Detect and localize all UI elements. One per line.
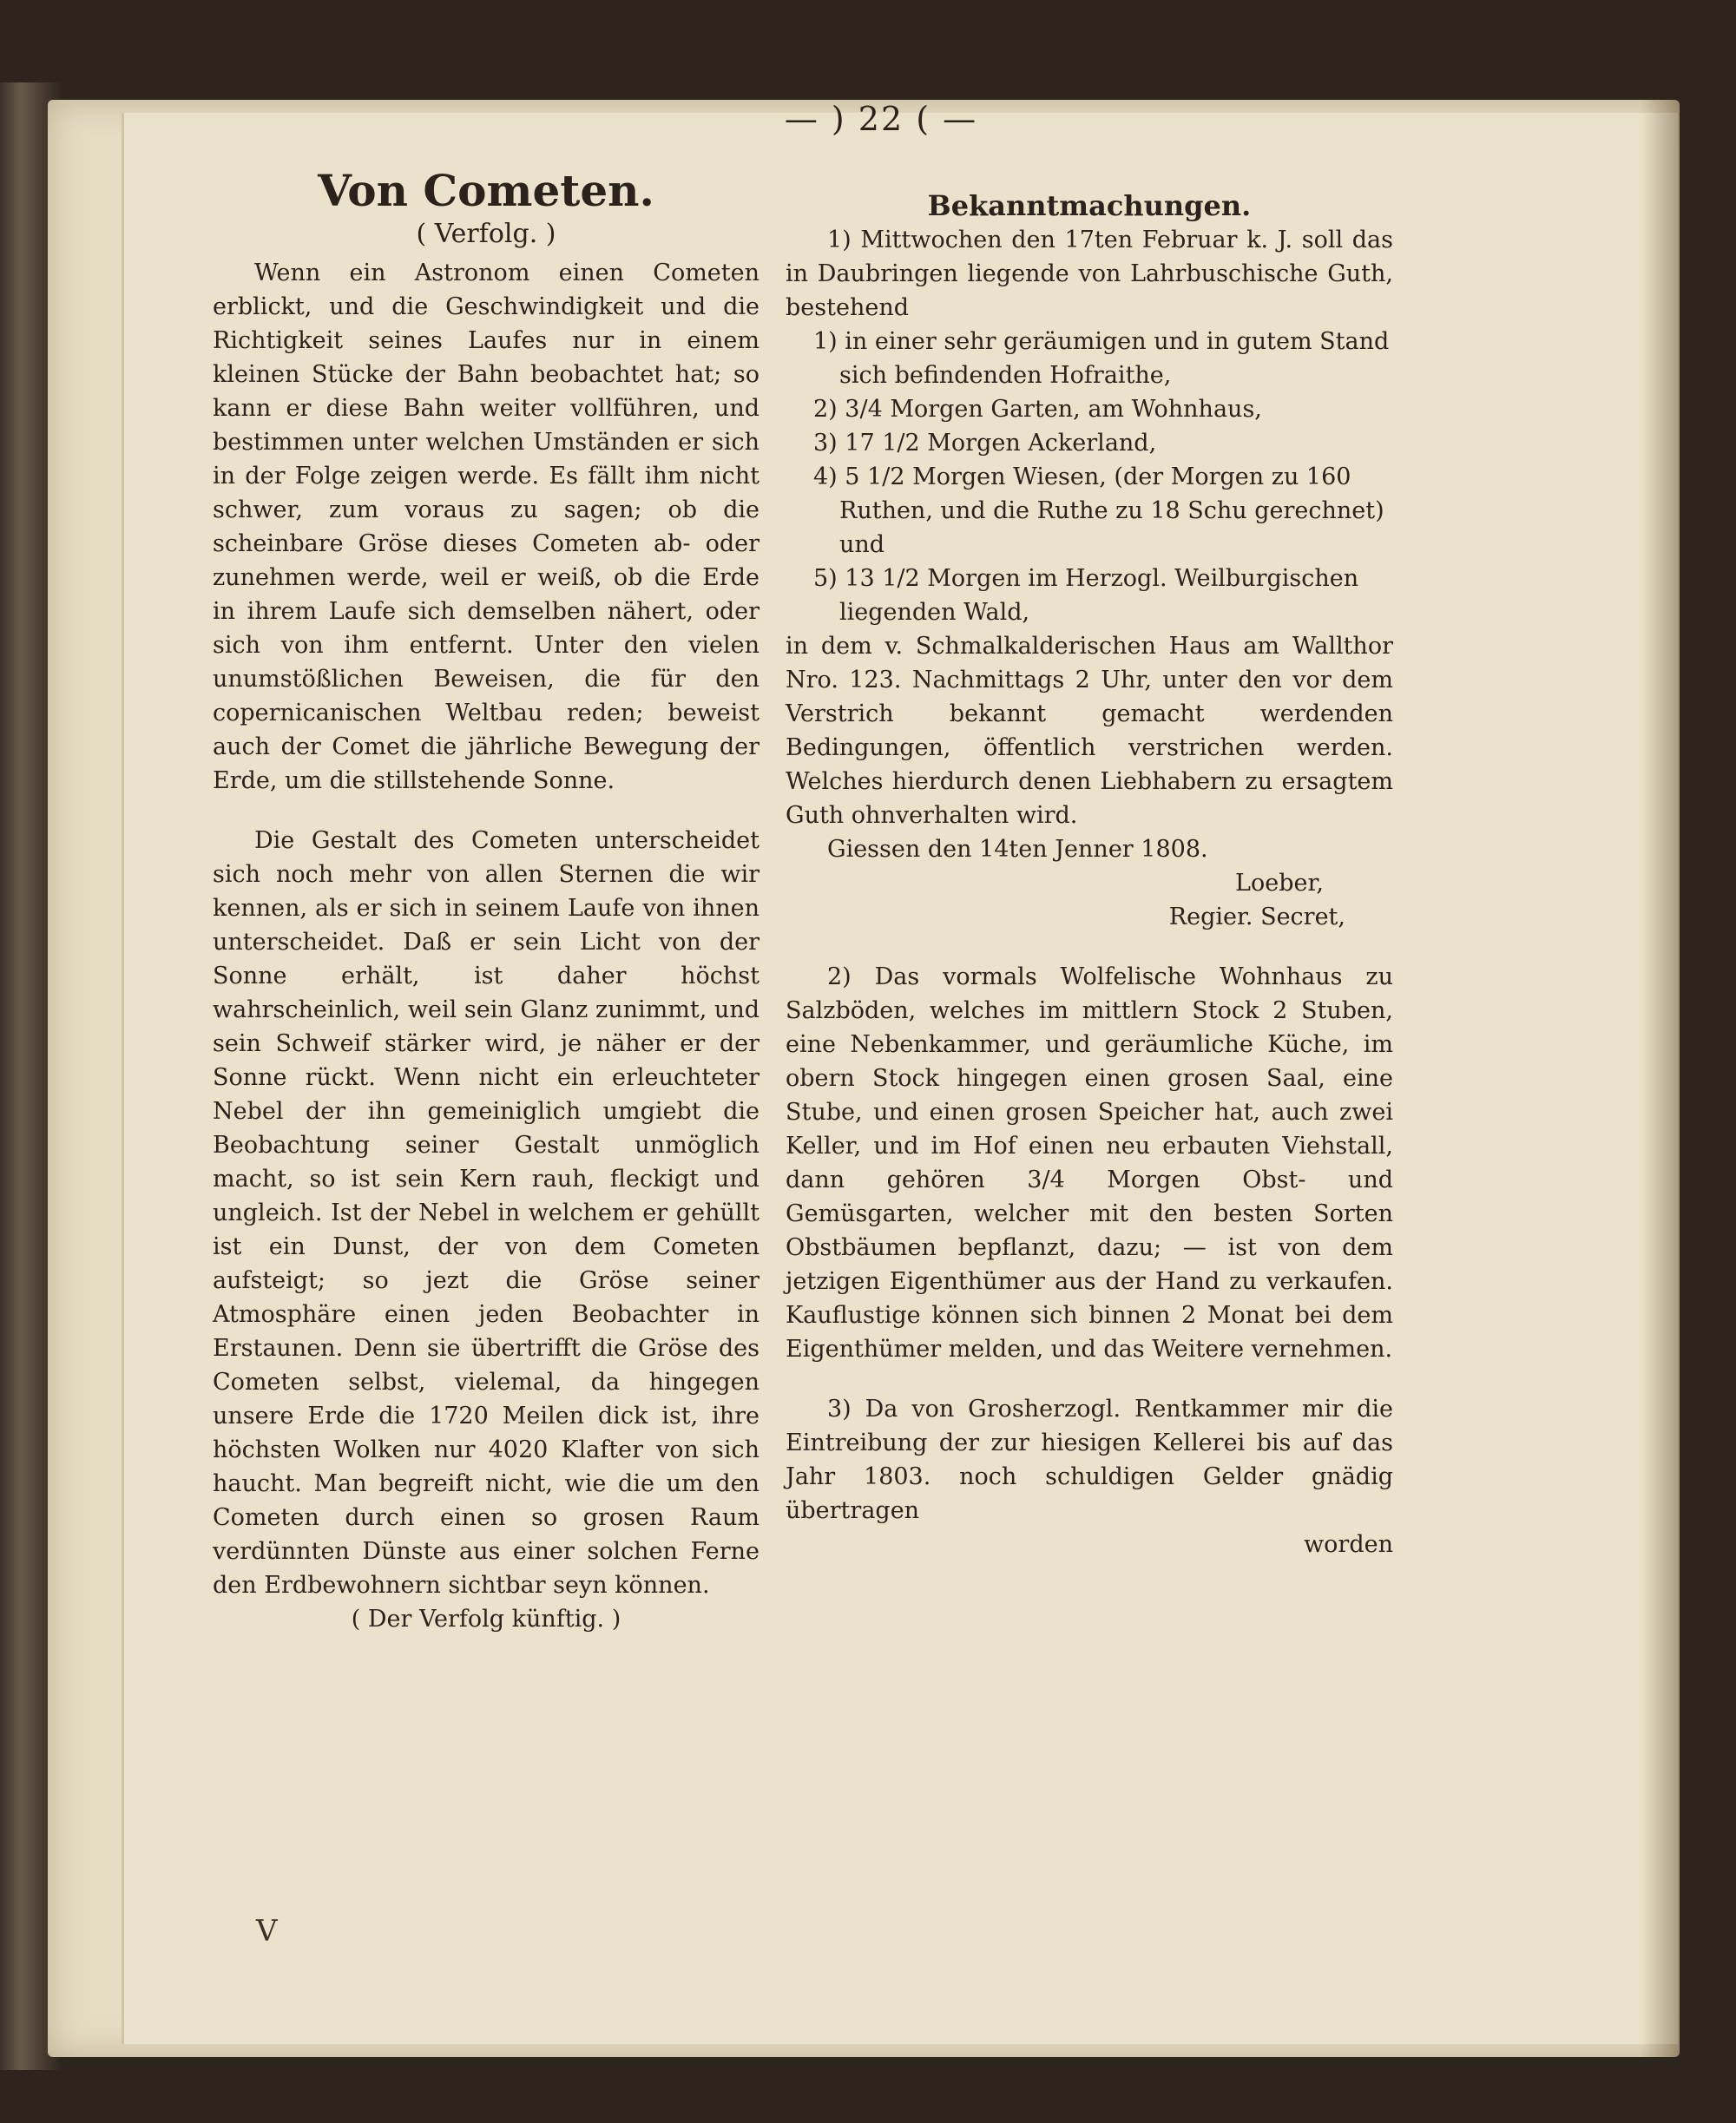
notice-1-item: 5) 13 1/2 Morgen im Herzogl. Weilburgischen liegenden Wald, — [813, 565, 1359, 626]
notice-1-item: 2) 3/4 Morgen Garten, am Wohnhaus, — [813, 396, 1262, 423]
notice-1-body: in dem v. Schmalkalderischen Haus am Wallthor Nro. 123. Nachmittags 2 Uhr, unter den vor dem Verstrich bekannt gemacht werdenden Bedingungen, öffentlich verstrichen werden. Welches hierdurch denen Liebhabern zu ersagtem Guth ohnverhalten wird. — [786, 633, 1393, 829]
notices-title: Bekanntmachungen. — [927, 189, 1252, 222]
notice-1-item: 3) 17 1/2 Morgen Ackerland, — [813, 430, 1157, 457]
page-number: — ) 22 ( — — [784, 100, 978, 138]
notice-1-office: Regier. Secret, — [1168, 904, 1345, 930]
notice-1-signature: Loeber, — [1235, 870, 1324, 897]
notice-1-date: Giessen den 14ten Jenner 1808. — [827, 836, 1208, 863]
notice-1-item: 4) 5 1/2 Morgen Wiesen, (der Morgen zu 160 Ruthen, und die Ruthe zu 18 Schu gerechnet) und — [813, 463, 1384, 558]
notice-1-intro: 1) Mittwochen den 17ten Februar k. J. soll das in Daubringen liegende von Lahrbuschische Guth, bestehend — [786, 227, 1393, 321]
article-continuation-note: ( Der Verfolg künftig. ) — [351, 1606, 621, 1633]
article-title: Von Cometen. — [318, 165, 654, 216]
article-paragraph-2: Die Gestalt des Cometen unterscheidet sich noch mehr von allen Sternen die wir kennen, als er sich in seinem Laufe von ihnen unterscheidet. Daß er sein Licht von der Sonne erhält, ist daher höchst wahrscheinlich, weil sein Glanz zunimmt, und sein Schweif stärker wird, je näher er der Sonne rückt. Wenn nicht ein erleuchteter Nebel der ihn gemeiniglich umgiebt die Beobachtung seiner Gestalt unmöglich macht, so ist sein Kern rauh, fleckigt und ungleich. Ist der Nebel in welchem er gehüllt ist ein Dunst, der von dem Cometen aufsteigt; so jezt die Gröse seiner Atmosphäre einen jeden Beobachter in Erstaunen. Denn sie übertrifft die Gröse des Cometen selbst, vielemal, da hingegen unsere Erde die 1720 Meilen dick ist, ihre höchsten Wolken nur 4020 Klafter von sich haucht. Man begreift nicht, wie die um den Cometen durch einen so grosen Raum verdünnten Dünste aus einer solchen Ferne den Erdbewohnern sichtbar seyn können. — [213, 827, 760, 1599]
right-column — [786, 189, 1393, 1561]
article-paragraph-1: Wenn ein Astronom einen Cometen erblickt, und die Geschwindigkeit und die Richtigkeit seines Laufes nur in einem kleinen Stücke der Bahn beobachtet hat; so kann er diese Bahn weiter vollführen, und bestimmen unter welchen Umständen er sich in der Folge zeigen werde. Es fällt ihm nicht schwer, zum voraus zu sagen; ob die scheinbare Gröse dieses Cometen ab- oder zunehmen werde, weil er weiß, ob die Erde in ihrem Laufe sich demselben nähert, oder sich von ihm entfernt. Unter den vielen unumstößlichen Beweisen, die für den copernicanischen Weltbau reden; beweist auch der Comet die jährliche Bewegung der Erde, um die stillstehende Sonne. — [213, 260, 760, 794]
article-subtitle: ( Verfolg. ) — [416, 219, 556, 249]
left-column — [213, 165, 760, 1636]
notice-3: 3) Da von Grosherzogl. Rentkammer mir die Eintreibung der zur hiesigen Kellerei bis auf das Jahr 1803. noch schuldigen Gelder gnädig übertragen — [786, 1396, 1393, 1524]
notice-1-item: 1) in einer sehr geräumigen und in gutem Stand sich befindenden Hofraithe, — [813, 328, 1390, 389]
catchword: worden — [1304, 1531, 1393, 1558]
notice-2: 2) Das vormals Wolfelische Wohnhaus zu Salzböden, welches im mittlern Stock 2 Stuben, eine Nebenkammer, und geräumliche Küche, im obern Stock hingegen einen grosen Saal, eine Stube, und einen grosen Speicher hat, auch zwei Keller, und im Hof einen neu erbauten Viehstall, dann gehören 3/4 Morgen Obst- und Gemüsgarten, welcher mit den besten Sorten Obstbäumen bepflanzt, dazu; — ist von dem jetzigen Eigenthümer aus der Hand zu verkaufen. Kauflustige können sich binnen 2 Monat bei dem Eigenthümer melden, und das Weitere vernehmen. — [786, 963, 1393, 1363]
margin-mark: V — [256, 1914, 278, 1949]
